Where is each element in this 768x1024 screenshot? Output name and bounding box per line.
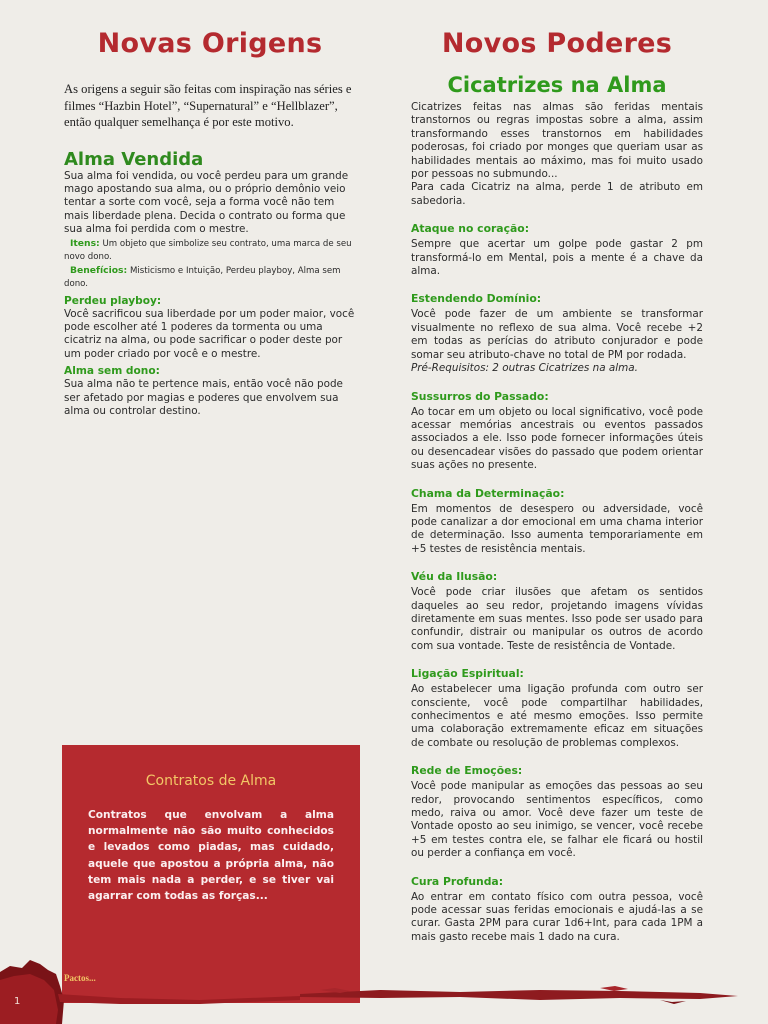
box-footer: Pactos... xyxy=(64,973,96,983)
power-name: Ataque no coração: xyxy=(411,222,530,236)
power-name: Ligação Espiritual: xyxy=(411,667,524,681)
power-desc: Ao tocar em um objeto ou local significativo, você pode acessar memórias ancestrais ou eventos passados associados a ele. Isso pode fornecer informações úteis ou desencadear visões do passado que podem orientar suas ações no presente. xyxy=(411,405,703,472)
origin-power-name: Alma sem dono: xyxy=(64,365,160,378)
power-desc: Sempre que acertar um golpe pode gastar 2 pm transformá-lo em Mental, pois a mente é a chave da alma. xyxy=(411,238,703,278)
power-desc: Você pode criar ilusões que afetam os sentidos daqueles ao seu redor, projetando imagens vívidas diretamente em suas mentes. Isso pode ser usado para confundir, distrair ou manipular os outros de acordo com sua vontade. Teste de resistência de Vontade. xyxy=(411,586,703,652)
items-text: Um objeto que simbolize seu contrato, uma marca de seu novo dono. xyxy=(64,238,352,262)
power-desc: Em momentos de desespero ou adversidade, você pode canalizar a dor emocional em uma chama interior de determinação. Isso aumenta temporariamente em +5 testes de resistência mentais. xyxy=(411,502,703,555)
origin-title: Alma Vendida xyxy=(64,148,204,170)
right-column xyxy=(411,28,703,944)
benefits-label: Benefícios: xyxy=(70,264,128,276)
power-desc: Ao estabelecer uma ligação profunda com outro ser consciente, você pode compartilhar habilidades, conhecimentos e até mesmo emoções. Isso permite uma colaboração extremamente eficaz em situações de combate ou resolução de problemas complexos. xyxy=(411,683,703,749)
section-rule: Para cada Cicatriz na alma, perde 1 de atributo em sabedoria. xyxy=(411,181,703,207)
power-desc: Você pode manipular as emoções das pessoas ao seu redor, provocando sentimentos específicos, como medo, raiva ou amor. Você deve fazer um teste de Vontade oposto ao seu inimigo, se vencer, você recebe +5 em testes contra ele, se falhar ele ficará ou hostil ou perder a confiança em você. xyxy=(411,780,703,860)
page-title-powers: Novos Poderes xyxy=(441,28,673,59)
power-name: Cura Profunda: xyxy=(411,874,504,888)
box-title: Contratos de Alma xyxy=(145,773,277,789)
power-name: Estendendo Domínio: xyxy=(411,292,542,306)
left-column xyxy=(64,28,356,418)
origin-benefits xyxy=(64,264,356,291)
power-name: Sussurros do Passado: xyxy=(411,389,549,403)
origin-items xyxy=(64,237,356,264)
items-label: Itens: xyxy=(70,237,100,249)
blood-splatter-decoration xyxy=(0,950,768,1024)
section-title: Cicatrizes na Alma xyxy=(447,73,667,97)
power-desc: Você pode fazer de um ambiente se transformar visualmente no reflexo de sua alma. Você recebe +2 em todas as perícias do atributo conjurador e pode somar seu atributo-chave no total de PM por rodada. xyxy=(411,308,703,361)
origin-power-desc: Sua alma não te pertence mais, então você não pode ser afetado por magias e poderes que envolvem sua alma ou controlar destino. xyxy=(64,378,343,417)
origin-power-name: Perdeu playboy: xyxy=(64,294,162,307)
benefits-text: Misticismo e Intuição, Perdeu playboy, Alma sem dono. xyxy=(64,265,341,289)
power-name: Véu da Ilusão: xyxy=(411,570,498,584)
power-desc: Ao entrar em contato físico com outra pessoa, você pode acessar suas feridas emocionais e ajudá-las a se curar. Gasta 2PM para curar 1d6+Int, para cada 1PM a mais gasto recebe mais 1 dado na cura. xyxy=(411,890,703,943)
origins-intro: As origens a seguir são feitas com inspiração nas séries e filmes “Hazbin Hotel”, “Supernatural” e “Hellblazer”, então qualquer semelhança é por este motivo. xyxy=(64,82,352,129)
origin-description: Sua alma foi vendida, ou você perdeu para um grande mago apostando sua alma, ou o próprio demônio veio tentar a sorte com você, seja a forma você não tem mais liberdade plena. Decida o contrato ou forma que sua alma foi perdida com o mestre. xyxy=(64,169,349,236)
power-name: Rede de Emoções: xyxy=(411,764,523,778)
page-number: 1 xyxy=(14,996,21,1007)
box-text: Contratos que envolvam a alma normalmente não são muito conhecidos e levados como piadas, mas cuidado, aquele que apostou a própria alma, não tem mais nada a perder, e se tiver vai agarrar com todas as forças... xyxy=(88,809,334,903)
power-prereq: Pré-Requisitos: 2 outras Cicatrizes na alma. xyxy=(411,362,638,375)
power-name: Chama da Determinação: xyxy=(411,486,565,500)
section-intro: Cicatrizes feitas nas almas são feridas mentais transtornos ou regras impostas sobre a alma, assim transformando esses transtornos em habilidades poderosas, foi criado por monges que queriam usar as habilidades mentais ao máximo, mas foi muito usado por pessoas no submundo... xyxy=(411,101,703,181)
page-title-origins: Novas Origens xyxy=(97,28,323,59)
origin-power-desc: Você sacrificou sua liberdade por um poder maior, você pode escolher até 1 poderes da tormenta ou uma cicatriz na alma, ou pode sacrificar o poder deste por um poder criado por você e o mestre. xyxy=(64,307,355,360)
